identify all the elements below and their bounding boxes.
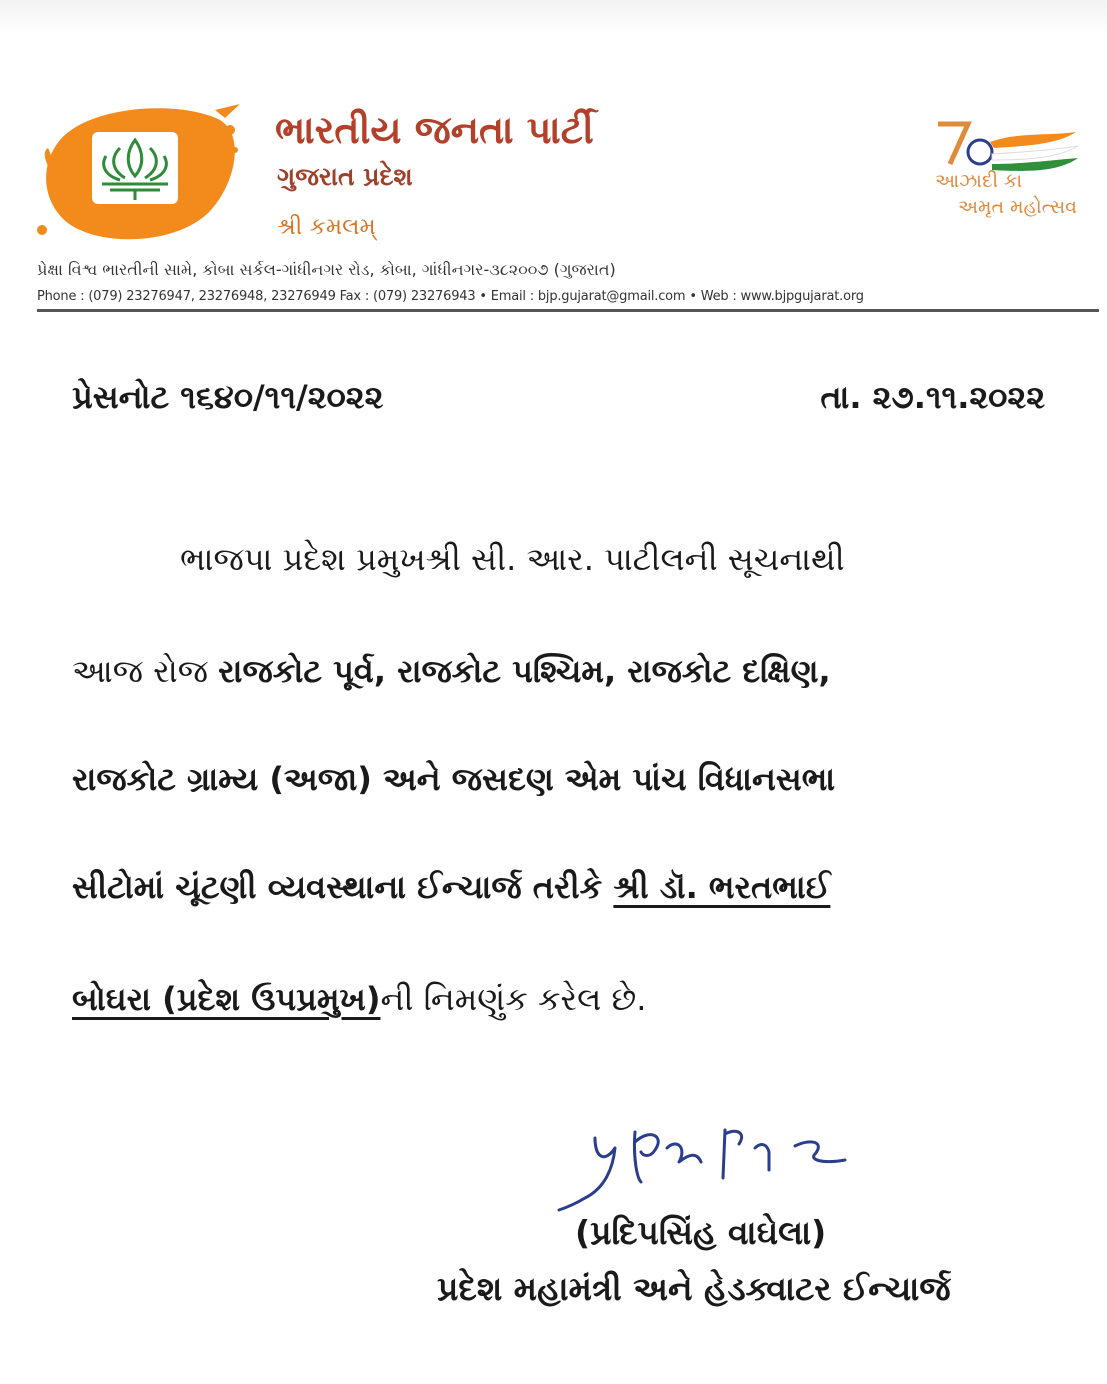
appointee-name-part-1: શ્રી ડૉ. ભરતભાઈ bbox=[613, 868, 831, 906]
office-name: શ્રી કમલમ્ bbox=[277, 214, 376, 240]
top-fade bbox=[0, 0, 1107, 34]
letterhead-divider bbox=[37, 309, 1099, 312]
party-name: ભારતીય જનતા પાર્ટી bbox=[275, 108, 594, 152]
press-note-date: તા. ૨૭.૧૧.૨૦૨૨ bbox=[820, 378, 1045, 416]
signatory-name: (પ્રદિપસિંહ વાઘેલા) bbox=[575, 1213, 827, 1252]
body-line-2-prefix: આજ રોજ bbox=[72, 652, 219, 690]
contact-details: Phone : (079) 23276947, 23276948, 23276949 Fax : (079) 23276943 • Email : bjp.gujarat@gmail.com • Web : www.bjpgujarat.org bbox=[37, 289, 864, 304]
seat-list-part-1: રાજકોટ પૂર્વ, રાજકોટ પશ્ચિમ, રાજકોટ દક્ષિણ, bbox=[218, 652, 831, 690]
body-line-5-suffix: ની નિમણુંક કરેલ છે. bbox=[380, 980, 647, 1018]
press-note-number: પ્રેસનોટ ૧૬૪૦/૧૧/૨૦૨૨ bbox=[72, 378, 384, 416]
body-line-4 bbox=[72, 868, 830, 907]
bjp-lotus-logo bbox=[30, 100, 250, 250]
amrit-line-2: અમૃત મહોત્સવ bbox=[958, 196, 1077, 218]
appointee-name-part-2: બોઘરા (પ્રદેશ ઉપપ્રમુખ) bbox=[72, 980, 381, 1018]
body-line-3 bbox=[72, 760, 835, 799]
body-line-1-text: ભાજપા પ્રદેશ પ્રમુખશ્રી સી. આર. પાટીલની સૂચનાથી bbox=[180, 540, 845, 578]
body-line-4-text: સીટોમાં ચૂંટણી વ્યવસ્થાના ઈન્ચાર્જ તરીકે bbox=[72, 868, 614, 906]
handwritten-signature bbox=[555, 1118, 855, 1218]
body-line-2 bbox=[72, 652, 831, 691]
seat-list-part-2: રાજકોટ ગ્રામ્ય (અજા) અને જસદણ એમ પાંચ વિધાનસભા bbox=[72, 760, 836, 798]
body-line-5 bbox=[72, 980, 646, 1019]
amrit-line-1: આઝાદી કા bbox=[935, 170, 1023, 192]
party-unit: ગુજરાત પ્રદેશ bbox=[277, 162, 413, 191]
body-line-1 bbox=[180, 540, 845, 579]
office-address: પ્રેક્ષા વિશ્વ ભારતીની સામે, કોબા સર્કલ-ગાંધીનગર રોડ, કોબા, ગાંધીનગર-૩૮૨૦૦૭ (ગુજરાત) bbox=[37, 260, 616, 279]
signatory-designation: પ્રદેશ મહામંત્રી અને હેડક્વાટર ઈન્ચાર્જ bbox=[437, 1269, 951, 1308]
